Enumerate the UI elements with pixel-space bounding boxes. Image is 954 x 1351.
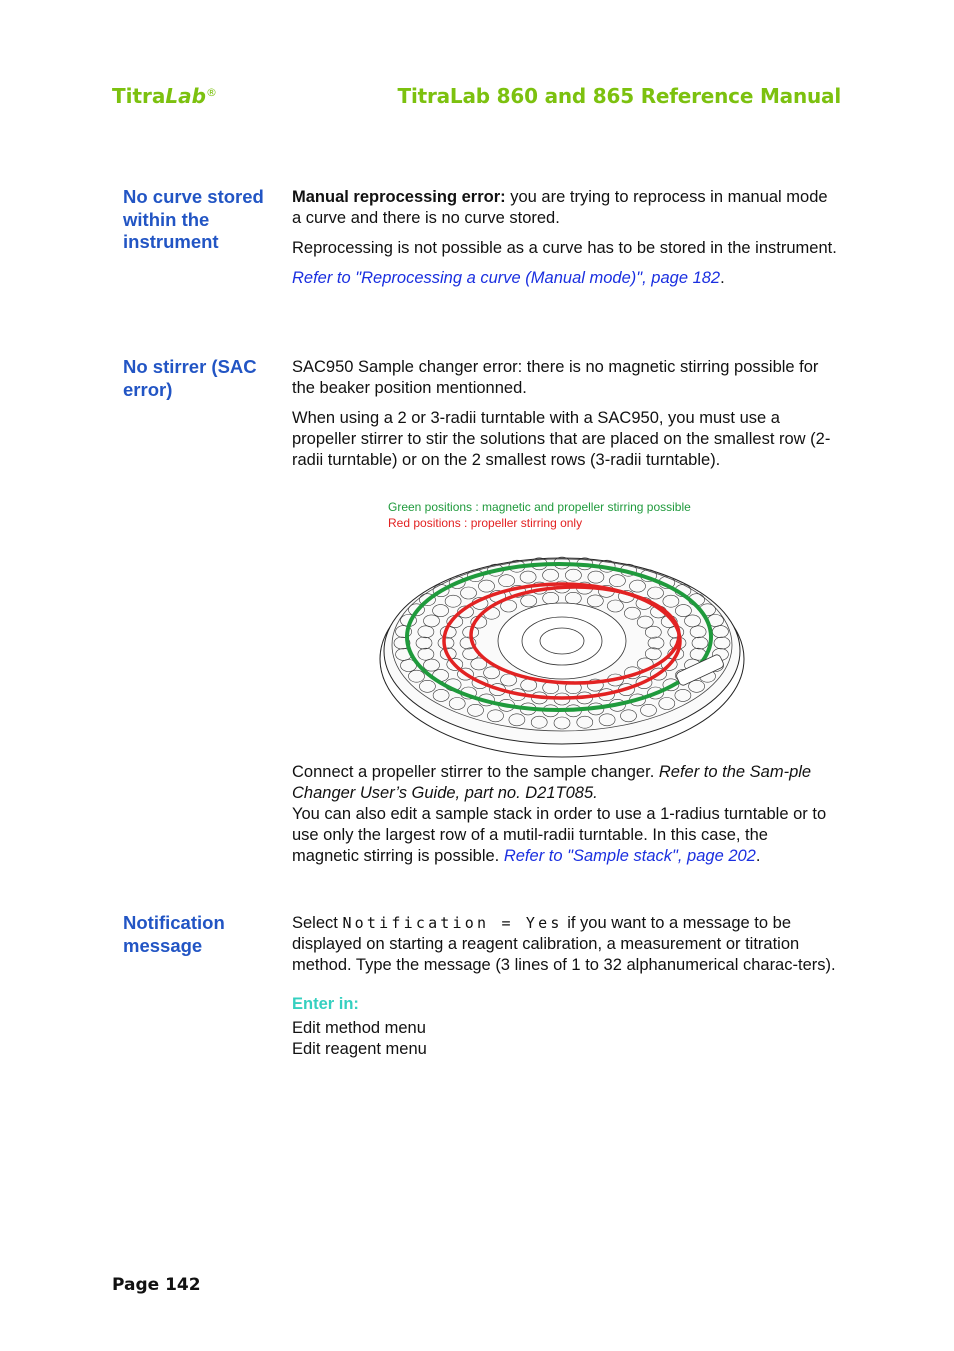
section-body-no-stirrer — [292, 357, 837, 480]
brand-logo: TitraLab® — [112, 84, 217, 108]
paragraph: Reprocessing is not possible as a curve has to be stored in the instrument. — [292, 239, 837, 257]
paragraph: Select Notification = Yes if you want to a message to be displayed on starting a reagent calibration, a measurement or titration method. Type the message (3 lines of 1 to 32 alphanumerical charac-ters). — [292, 914, 836, 974]
section-body-notification — [292, 913, 837, 1060]
sample-stack-link[interactable]: Refer to "Sample stack", page 202 — [503, 847, 756, 865]
enter-in-label: Enter in: — [292, 995, 359, 1013]
paragraph: Manual reprocessing error: you are trying to reprocess in manual mode a curve and there is no curve stored. — [292, 188, 828, 227]
section-heading-no-curve: No curve stored within the instrument — [123, 186, 264, 252]
section-heading-notification: Notification message — [123, 912, 225, 956]
section-body-no-curve — [292, 187, 837, 298]
page-number: Page 142 — [112, 1275, 201, 1295]
paragraph: When using a 2 or 3-radii turntable with a SAC950, you must use a propeller stirrer to stir the solutions that are placed on the smallest row (2-radii turntable) or on the 2 smallest rows (3-radii turntable). — [292, 409, 831, 469]
section-heading-no-stirrer: No stirrer (SAC error) — [123, 356, 257, 400]
manual-title: TitraLab 860 and 865 Reference Manual — [397, 84, 841, 108]
section-body-no-stirrer-continued — [292, 762, 837, 867]
menu-item: Edit method menu — [292, 1019, 426, 1037]
turntable-illustration — [376, 545, 752, 760]
menu-item: Edit reagent menu — [292, 1040, 427, 1058]
paragraph: Connect a propeller stirrer to the sample changer. Refer to the Sam-ple Changer User’s Guide, part no. D21T085. — [292, 763, 812, 802]
paragraph: You can also edit a sample stack in order to use a 1-radius turntable or to use only the largest row of a mutil-radii turntable. In this case, the magnetic stirring is possible. Refer to "Sample stack", page 202. — [292, 805, 827, 865]
paragraph: Refer to "Reprocessing a curve (Manual mode)", page 182. — [292, 269, 725, 287]
caption-red: Red positions : propeller stirring only — [388, 516, 583, 530]
paragraph: SAC950 Sample changer error: there is no magnetic stirring possible for the beaker position mentionned. — [292, 358, 819, 397]
reprocessing-link[interactable]: Refer to "Reprocessing a curve (Manual mode)", page 182 — [292, 269, 721, 287]
code-setting: Notification = Yes — [342, 914, 563, 932]
caption-green: Green positions : magnetic and propeller stirring possible — [388, 500, 691, 514]
